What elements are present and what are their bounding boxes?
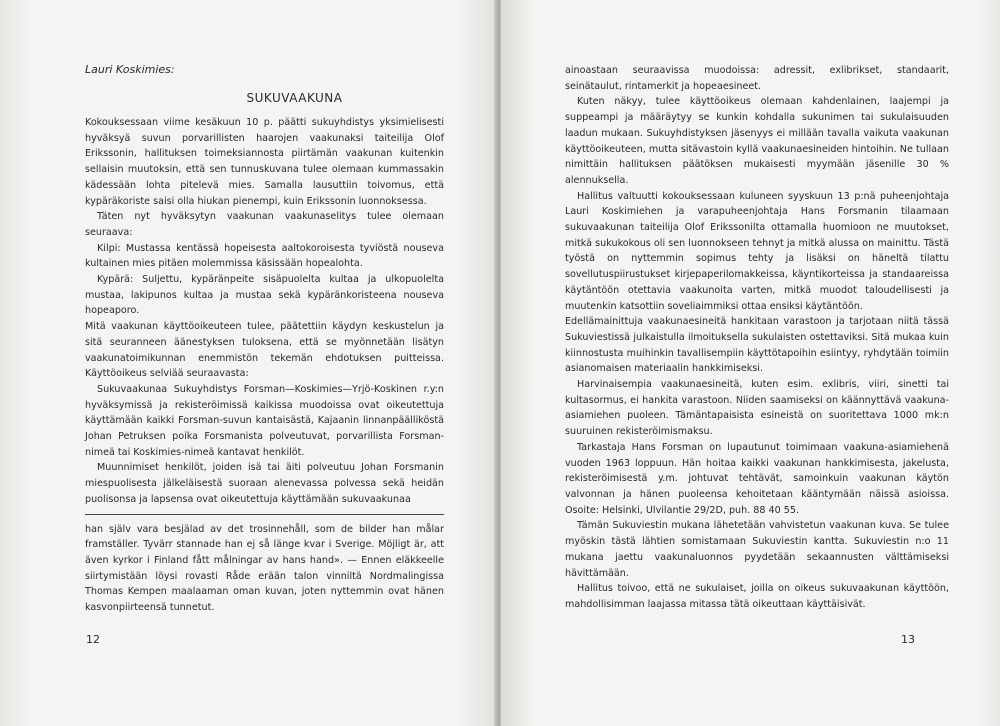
paragraph: Hallitus valtuutti kokouksessaan kuluneen syyskuun 13 p:nä puheenjohtaja Lauri Koskimiehen ja varapuheenjohtaja Hans Forsmanin tilaamaan sukuvaakunan taiteilija Olof Erikssonilta ottamalla huomioon ne muutokset, mitkä sukukokous oli sen luonnokseen tehnyt ja mitkä alussa on mainittu. Tästä työstä on nyttemmin sopimus tehty ja lisäksi on häneltä tilattu sovellutuspiirustukset kirjepaperilomakkeissa, käyntikorteissa ja standaareissa käytäntöön otettavia vaakunoita varten, mitkä muodot taloudellisesti ja muutenkin katsottiin soveliaimmiksi ottaa ensiksi käytäntöön. — [565, 190, 949, 312]
right-page-text — [565, 63, 949, 613]
author-line: Lauri Koskimies: — [85, 63, 175, 76]
paragraph: Mitä vaakunan käyttöoikeuteen tulee, päätettiin käydyn keskustelun ja sitä seuranneen äänestyksen tuloksena, että se myönnetään lisätyn vaakunatoimikunnan enemmistön tekemän ehdotuksen puitteissa. Käyttöoikeus selviää seuraavasta: — [85, 321, 444, 380]
paragraph: Kuten näkyy, tulee käyttöoikeus olemaan kahdenlainen, laajempi ja suppeampi ja määräytyy se kunkin kohdalla sukunimen tai sukulaisuuden laadun mukaan. Sukuyhdistyksen jäsenyys ei millään tavalla vaikuta vaakunan käyttöoikeuteen, mutta sitävastoin kyllä vaakunaesineiden hintoihin. Ne tullaan nimittäin hallituksen päätöksen mukaisesti myymään jäsenille 30 % alennuksella. — [565, 96, 949, 186]
paragraph: Täten nyt hyväksytyn vaakunan vaakunaselitys tulee olemaan seuraava: — [85, 211, 444, 238]
paragraph: ainoastaan seuraavissa muodoissa: adressit, exlibrikset, standaarit, seinätaulut, rintamerkit ja hopeaesineet. — [565, 65, 949, 92]
left-page-text — [85, 61, 444, 616]
paragraph: Harvinaisempia vaakunaesineitä, kuten esim. exlibris, viiri, sinetti tai kultasormus, ei hankita varastoon. Niiden saamiseksi on käännyttävä vaakuna-asiamiehen puoleen. Tämäntapaisista esineistä on suoritettava 1000 mk:n suuruinen rekisteröimismaksu. — [565, 379, 949, 438]
paragraph: Hallitus toivoo, että ne sukulaiset, joilla on oikeus sukuvaakunan käyttöön, mahdollisimman laajassa mitassa tätä oikeuttaan käyttäisivät. — [565, 583, 949, 610]
left-page — [0, 0, 496, 726]
paragraph: Edellämainittuja vaakunaesineitä hankitaan varastoon ja tarjotaan niitä tässä Sukuviestissä julkaistulla ilmoituksella sukulaisten ostettaviksi. Sitä mukaa kuin kiinnostusta muihinkin tavallisempiin käyttötapoihin esiintyy, ryhdytään toimiin asianomaisen materiaalin hankkimiseksi. — [565, 316, 949, 375]
paragraph: Tarkastaja Hans Forsman on lupautunut toimimaan vaakuna-asiamiehenä vuoden 1963 loppuun. Hän hoitaa kaikki vaakunan hankkimisesta, jakelusta, rekisteröimisestä y.m. johtuvat tehtävät, samoinkuin vaakunan käytön valvonnan ja hänen puoleensa kehoitetaan kääntymään näissä asioissa. Osoite: Helsinki, Ulvilantie 29/2D, puh. 88 40 55. — [565, 441, 949, 516]
paragraph: Kypärä: Suljettu, kypäränpeite sisäpuolelta kultaa ja ulkopuolelta mustaa, lakipunos kultaa ja mustaa sekä kypäränkoristeena nouseva hopeaporo. — [85, 274, 444, 317]
paragraph: Kilpi: Mustassa kentässä hopeisesta aaltokoroisesta tyviöstä nouseva kultainen mies pitäen molemmissa käsissään hopealohta. — [85, 242, 444, 270]
paragraph: Tämän Sukuviestin mukana lähetetään vahvistetun vaakunan kuva. Se tulee myöskin tästä lähtien somistamaan Sukuviestin kantta. Sukuviestin n:o 11 mukana jaettu vaakunaluonnos pyydetään sekaannusten välttämiseksi hävittämään. — [565, 520, 949, 579]
paragraph: Kokouksessaan viime kesäkuun 10 p. päätti sukuyhdistys yksimielisesti hyväksyä suvun porvarillisten haarojen vaakunaksi taiteilija Olof Erikssonin, hallituksen toimeksiannosta piirtämän vaakunan kuitenkin sellaisin muutoksin, että sen tunnuskuvana tulee olemaan kummassakin kädessään lohta pitelevä mies. Samalla lausuttiin toivomus, että kypäräkoriste saisi olla hiukan pienempi, kuin Erikssonin luonnoksessa. — [85, 117, 444, 207]
page-number: 13 — [901, 633, 915, 646]
right-page — [501, 0, 1000, 726]
page-number: 12 — [86, 633, 100, 646]
footnote-divider — [85, 514, 444, 515]
footnote: han själv vara besjälad av det trosinnehåll, som de bilder han målar framställer. Tyvärr stannade han ej så länge kvar i Sverige. Möjligt är, att även kyrkor i Finland fått målningar av hans hand». — Ennen eläkkeelle siirtymistään löysi rovasti Råde erään talon vinniltä Nordmalingissa Thomas Kempen maalaaman oman kuvan, joten nyttemmin ovat hänen kasvonpiirteensä tunnetut. — [85, 523, 444, 614]
paragraph: Sukuvaakunaa Sukuyhdistys Forsman—Koskimies—Yrjö-Koskinen r.y:n hyväksymissä ja rekisteröimissä kaikissa muodoissa ovat oikeutettuja käyttämään kaikki Forsman-suvun kantaisästä, Kajaanin linnanpäälliköstä Johan Petruksen poika Forsmanista polveutuvat, porvarillista Forsman-nimeä tai Koskimies-nimeä kantavat henkilöt. — [85, 383, 444, 458]
article-title: SUKUVAAKUNA — [246, 91, 343, 105]
paragraph: Muunnimiset henkilöt, joiden isä tai äiti polveutuu Johan Forsmanin miespuolisesta jälkeläisestä suoraan alenevassa polvessa sekä heidän puolisonsa ja lapsensa ovat oikeutettuja käyttämään sukuvaakunaa — [85, 462, 444, 505]
